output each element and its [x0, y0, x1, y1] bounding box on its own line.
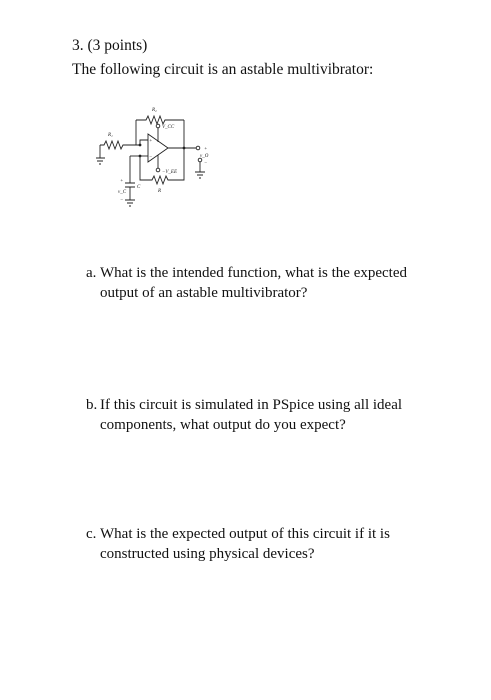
r2-label: R₂: [152, 108, 157, 113]
part-b-letter: b.: [86, 397, 98, 413]
part-a-letter: a.: [86, 265, 97, 281]
question-intro: The following circuit is an astable multivibrator:: [72, 61, 374, 78]
vc-label: v_C: [118, 190, 127, 195]
c-label: C: [137, 185, 141, 190]
r1-resistor: [100, 141, 140, 149]
r-resistor: [140, 148, 184, 184]
astable-multivibrator-circuit-diagram: [96, 100, 216, 210]
plus-cap-label: +: [120, 179, 124, 184]
part-c-letter: c.: [86, 526, 97, 542]
part-c-text: What is the expected output of this circuit if it is constructed using physical devices?: [100, 526, 390, 562]
question-part-c: [86, 524, 446, 564]
minus-output-label: −: [204, 161, 208, 166]
part-b-text: If this circuit is simulated in PSpice using all ideal components, what output do you expect?: [100, 397, 403, 433]
r1-label: R₁: [108, 133, 113, 138]
plus-output-label: +: [204, 147, 208, 152]
r2-resistor: [136, 116, 184, 124]
op-amp-plus-label: +: [149, 139, 153, 144]
minus-cap-label: −: [120, 198, 124, 203]
question-part-a: [86, 263, 446, 303]
op-amp-minus-label: −: [149, 155, 153, 160]
part-a-text: What is the intended function, what is the expected output of an astable multivibrator?: [100, 265, 407, 301]
vo-label: v_O: [200, 154, 209, 159]
r-label: R: [158, 189, 162, 194]
vcc-label: V_CC: [162, 125, 175, 130]
question-number: 3. (3 points): [72, 37, 148, 54]
vee-label: −V_EE: [162, 170, 178, 175]
capacitor-c: [125, 183, 135, 187]
question-part-b: [86, 395, 446, 435]
